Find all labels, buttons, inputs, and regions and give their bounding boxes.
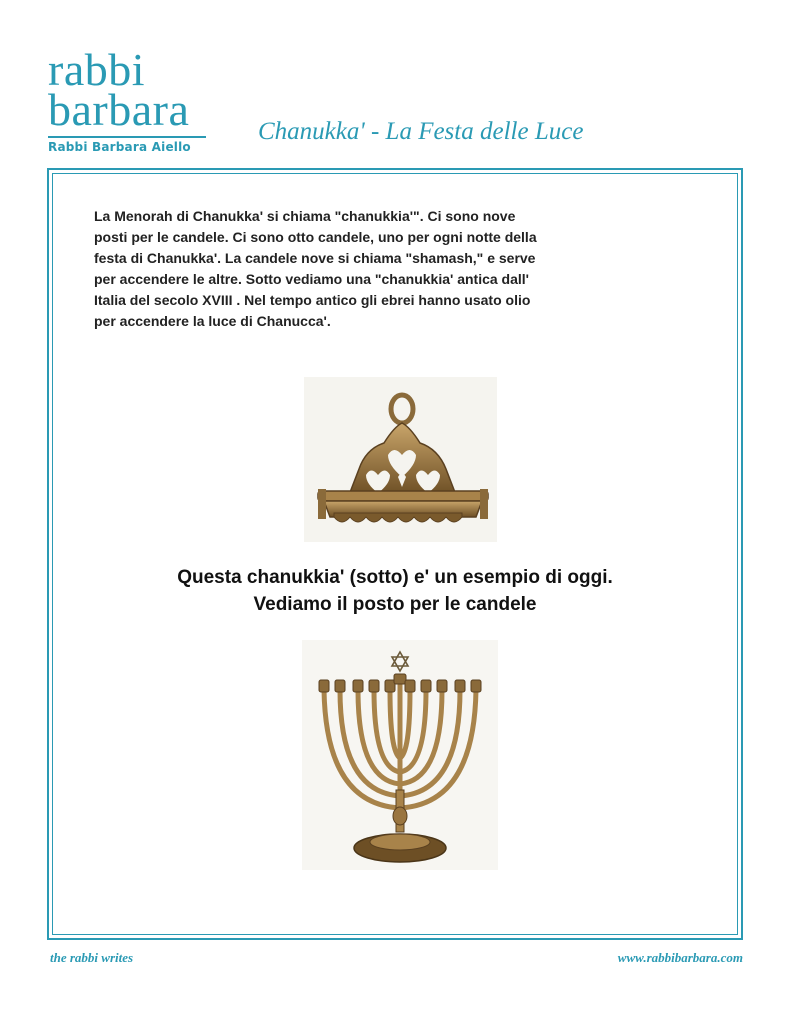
body-line: La Menorah di Chanukka' si chiama "chanukkia'". Ci sono nove bbox=[94, 208, 516, 224]
body-paragraph bbox=[94, 206, 714, 332]
caption-line-1: Questa chanukkia' (sotto) e' un esempio di oggi. bbox=[177, 567, 613, 588]
logo-barbara: barbara bbox=[48, 84, 190, 135]
body-line: per accendere le altre. Sotto vediamo una "chanukkia' antica dall' bbox=[94, 271, 530, 287]
antique-menorah-icon bbox=[304, 377, 497, 542]
body-line: festa di Chanukka'. La candele nove si chiama "shamash," e serve bbox=[94, 250, 536, 266]
menorah-icon bbox=[302, 640, 498, 870]
caption-line-2: Vediamo il posto per le candele bbox=[253, 594, 537, 615]
antique-chanukkia-photo bbox=[304, 377, 497, 542]
logo bbox=[48, 44, 208, 154]
page-title: Chanukka' - La Festa delle Luce bbox=[258, 118, 584, 145]
logo-divider bbox=[48, 136, 206, 138]
footer-tagline: the rabbi writes bbox=[50, 950, 134, 965]
body-line: posti per le candele. Ci sono otto candele, uno per ogni notte della bbox=[94, 229, 537, 245]
modern-chanukkia-photo bbox=[302, 640, 498, 870]
footer-website-link[interactable]: www.rabbibarbara.com bbox=[617, 950, 743, 965]
logo-rabbi: rabbi bbox=[48, 44, 146, 95]
body-line: per accendere la luce di Chanucca'. bbox=[94, 313, 331, 329]
logo-subtitle: Rabbi Barbara Aiello bbox=[48, 140, 191, 154]
body-line: Italia del secolo XVIII . Nel tempo antico gli ebrei hanno usato olio bbox=[94, 292, 531, 308]
modern-chanukkia-caption bbox=[60, 564, 730, 618]
